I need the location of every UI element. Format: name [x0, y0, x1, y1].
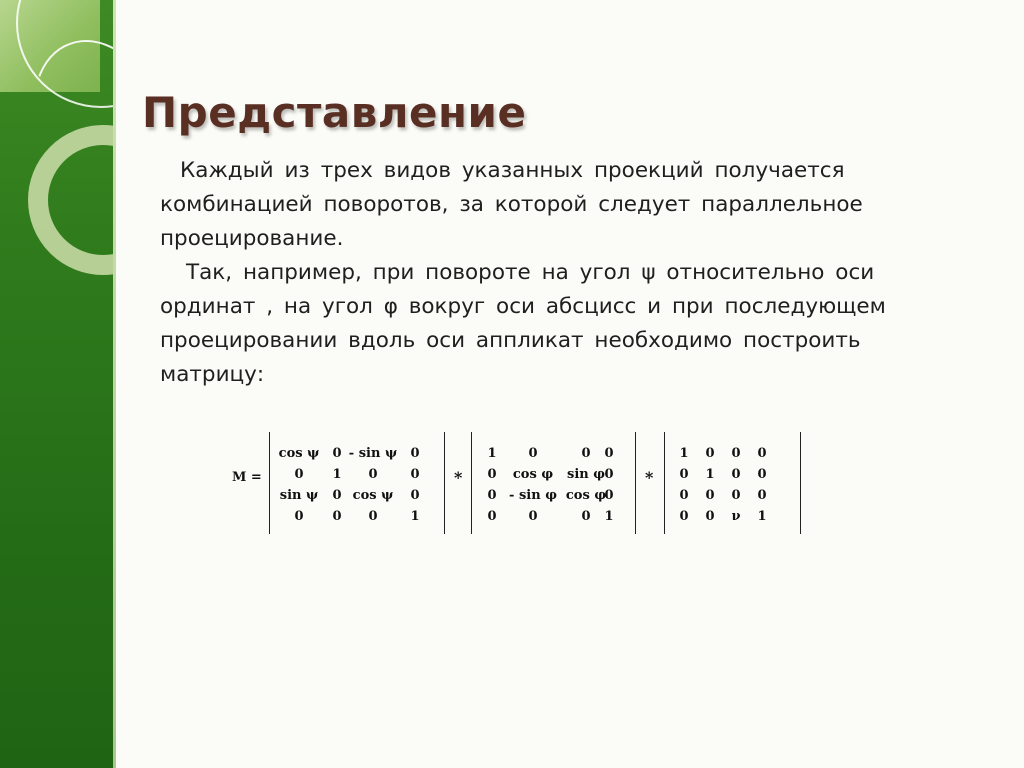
matrix-cell: 0: [679, 467, 689, 482]
matrix-cell: 1: [410, 509, 420, 524]
matrix-cell: 1: [487, 446, 497, 461]
matrix-1-right-bar: [444, 432, 445, 534]
matrix-cell: 0: [332, 446, 342, 461]
matrix-cell: 0: [487, 467, 497, 482]
paragraph-2-line-3: проецировании вдоль оси аппликат необходимо построить: [160, 328, 861, 353]
decorative-ring-thick: [28, 125, 113, 275]
paragraph-2-line-1: Так, например, при повороте на угол ψ относительно оси: [186, 260, 875, 285]
matrix-cell: 0: [757, 467, 767, 482]
matrix-cell: 0: [705, 446, 715, 461]
matrix-cell: 0: [581, 446, 591, 461]
matrix-cell: 0: [410, 467, 420, 482]
paragraph-1-line-1: Каждый из трех видов указанных проекций получается: [180, 158, 845, 183]
matrix-cell: 0: [581, 509, 591, 524]
matrix-cell: 0: [604, 467, 614, 482]
matrix-cell: 0: [705, 488, 715, 503]
paragraph-2-line-2: ординат , на угол φ вокруг оси абсцисс и при последующем: [160, 294, 886, 319]
paragraph-1-line-3: проецирование.: [160, 226, 344, 251]
matrix-cell: sin φ: [567, 467, 605, 482]
matrix-cell: 0: [294, 467, 304, 482]
matrix-cell: ν: [731, 509, 741, 524]
paragraph-2-line-4: матрицу:: [160, 362, 265, 387]
sidebar-edge-line: [113, 0, 116, 768]
matrix-cell: 0: [487, 488, 497, 503]
matrix-1-left-bar: [269, 432, 270, 534]
multiply-sign-1: *: [454, 468, 463, 487]
matrix-2-right-bar: [635, 432, 636, 534]
matrix-cell: 0: [757, 446, 767, 461]
matrix-cell: 0: [731, 488, 741, 503]
matrix-cell: 0: [731, 446, 741, 461]
matrix-cell: cos φ: [512, 467, 554, 482]
matrix-cell: - sin φ: [509, 488, 557, 503]
matrix-3-right-bar: [800, 432, 801, 534]
matrix-cell: 0: [294, 509, 304, 524]
matrix-cell: 1: [705, 467, 715, 482]
matrix-cell: 0: [368, 467, 378, 482]
matrix-cell: 0: [705, 509, 715, 524]
matrix-cell: 0: [528, 446, 538, 461]
matrix-cell: 0: [528, 509, 538, 524]
matrix-cell: cos φ: [565, 488, 607, 503]
matrix-cell: 0: [757, 488, 767, 503]
body-text: [160, 154, 960, 392]
matrix-equation: [228, 432, 808, 536]
matrix-cell: 0: [679, 509, 689, 524]
matrix-cell: 0: [604, 488, 614, 503]
matrix-cell: sin ψ: [279, 488, 319, 503]
matrix-cell: 0: [731, 467, 741, 482]
matrix-2-left-bar: [471, 432, 472, 534]
matrix-cell: 0: [368, 509, 378, 524]
matrix-cell: 0: [604, 446, 614, 461]
paragraph-1-line-2: комбинацией поворотов, за которой следует параллельное: [160, 192, 863, 217]
matrix-cell: 0: [332, 509, 342, 524]
matrix-cell: 0: [487, 509, 497, 524]
matrix-cell: 1: [679, 446, 689, 461]
matrix-cell: - sin ψ: [348, 446, 398, 461]
matrix-cell: 0: [332, 488, 342, 503]
matrix-cell: 0: [410, 446, 420, 461]
matrix-cell: cos ψ: [352, 488, 394, 503]
slide-title: Представление: [142, 88, 527, 137]
multiply-sign-2: *: [645, 468, 654, 487]
matrix-cell: 0: [410, 488, 420, 503]
matrix-cell: 1: [332, 467, 342, 482]
decorative-sidebar: [0, 0, 113, 768]
matrix-cell: 0: [679, 488, 689, 503]
matrix-cell: 1: [757, 509, 767, 524]
equation-label: M =: [232, 470, 262, 485]
matrix-cell: 1: [604, 509, 614, 524]
matrix-3-left-bar: [664, 432, 665, 534]
matrix-cell: cos ψ: [278, 446, 320, 461]
